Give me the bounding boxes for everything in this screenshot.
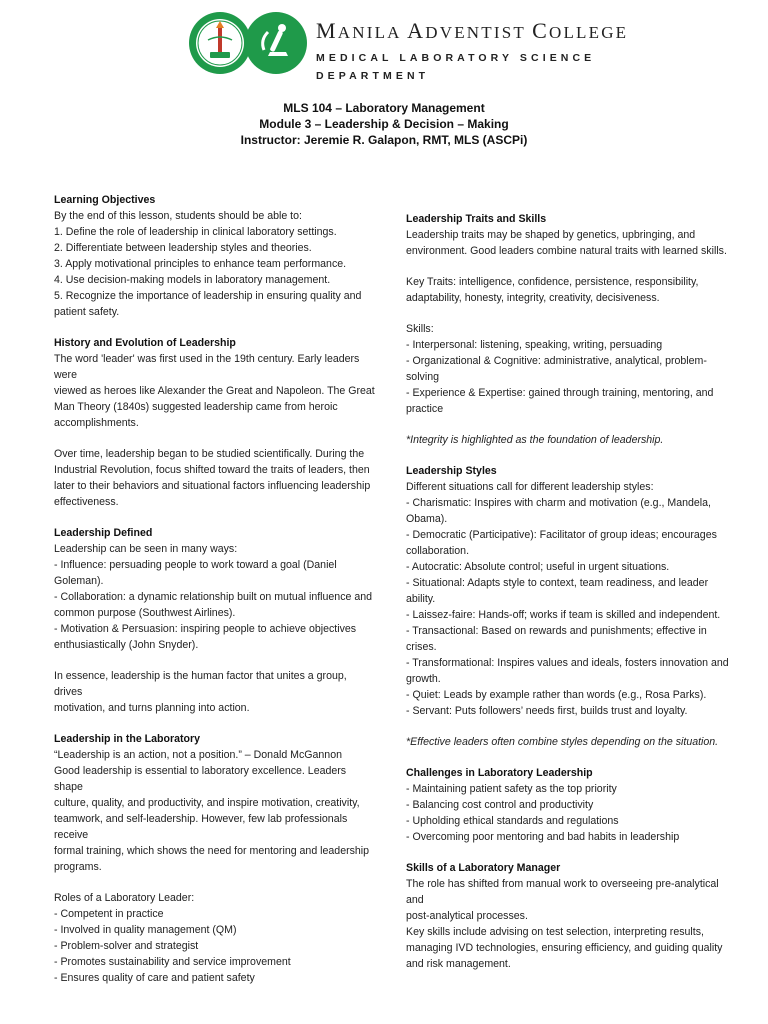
text-line: - Influence: persuading people to work toward a goal (Daniel [54, 559, 337, 571]
text-line: - Upholding ethical standards and regulations [406, 815, 619, 827]
course-info [0, 100, 768, 148]
text-line: - Servant: Puts followers’ needs first, builds trust and loyalty. [406, 705, 688, 717]
text-line: Key skills include advising on test selection, interpreting results, [406, 926, 704, 938]
text-line: Good leadership is essential to laboratory excellence. Leaders shape [54, 765, 347, 793]
text-line: - Problem-solver and strategist [54, 940, 199, 952]
traits-skills-heading: Leadership Traits and Skills [406, 213, 547, 225]
text-line: - Ensures quality of care and patient safety [54, 972, 255, 984]
college-name: MANILA ADVENTIST COLLEGE [316, 18, 629, 43]
text-line: - Motivation & Persuasion: inspiring people to achieve objectives [54, 623, 357, 635]
learning-objectives-list [54, 208, 376, 320]
manager-skills-paragraph [406, 876, 736, 972]
text-line: 1. Define the role of leadership in clinical laboratory settings. [54, 226, 337, 238]
text-line: - Organizational & Cognitive: administrative, analytical, problem-solving [406, 355, 707, 383]
text-line: programs. [54, 861, 102, 873]
text-line: “Leadership is an action, not a position.” – Donald McGannon [54, 749, 342, 761]
department-name: MEDICAL LABORATORY SCIENCE [316, 52, 596, 64]
leadership-defined-heading: Leadership Defined [54, 527, 153, 539]
text-line: collaboration. [406, 545, 470, 557]
text-line: formal training, which shows the need for mentoring and leadership [54, 845, 370, 857]
manager-skills-heading: Skills of a Laboratory Manager [406, 862, 561, 874]
styles-note: *Effective leaders often combine styles depending on the situation. [406, 736, 719, 748]
text-line: - Overcoming poor mentoring and bad habits in leadership [406, 831, 680, 843]
college-seal-logo [189, 12, 251, 74]
text-line: Man Theory (1840s) suggested leadership came from heroic [54, 401, 338, 413]
text-line: growth. [406, 673, 441, 685]
text-line: teamwork, and self-leadership. However, few lab professionals receive [54, 813, 348, 841]
history-paragraph-1 [54, 351, 376, 431]
text-line: - Laissez-faire: Hands-off; works if team is skilled and independent. [406, 609, 721, 621]
text-line: - Interpersonal: listening, speaking, writing, persuading [406, 339, 663, 351]
text-line: Over time, leadership began to be studied scientifically. During the [54, 448, 365, 460]
text-line: Different situations call for different leadership styles: [406, 481, 654, 493]
text-line: The role has shifted from manual work to overseeing pre-analytical and [406, 878, 719, 906]
leadership-styles-list [406, 479, 736, 719]
roles-list [54, 890, 376, 986]
text-line: - Experience & Expertise: gained through training, mentoring, and [406, 387, 714, 399]
text-line: managing IVD technologies, ensuring efficiency, and guiding quality [406, 942, 723, 954]
leadership-laboratory-heading: Leadership in the Laboratory [54, 733, 200, 745]
text-line: - Competent in practice [54, 908, 164, 920]
text-line: - Balancing cost control and productivity [406, 799, 594, 811]
text-line: - Autocratic: Absolute control; useful in urgent situations. [406, 561, 670, 573]
skills-list [406, 321, 736, 417]
text-line: Goleman). [54, 575, 104, 587]
text-line: - Collaboration: a dynamic relationship built on mutual influence and [54, 591, 372, 603]
text-line: enthusiastically (John Snyder). [54, 639, 199, 651]
text-line: 2. Differentiate between leadership styles and theories. [54, 242, 312, 254]
text-line: practice [406, 403, 444, 415]
text-line: post-analytical processes. [406, 910, 528, 922]
text-line: In essence, leadership is the human factor that unites a group, drives [54, 670, 347, 698]
history-heading: History and Evolution of Leadership [54, 337, 236, 349]
text-line: viewed as heroes like Alexander the Great and Napoleon. The Great [54, 385, 375, 397]
text-line: - Promotes sustainability and service improvement [54, 956, 291, 968]
college-logos [188, 10, 308, 76]
text-line: Roles of a Laboratory Leader: [54, 892, 195, 904]
module-title: Module 3 – Leadership & Decision – Making [259, 117, 509, 131]
text-line: - Quiet: Leads by example rather than words (e.g., Rosa Parks). [406, 689, 707, 701]
text-line: common purpose (Southwest Airlines). [54, 607, 236, 619]
text-line: ability. [406, 593, 436, 605]
challenges-list [406, 781, 736, 845]
text-line: later to their behaviors and situational factors influencing leadership [54, 480, 371, 492]
text-line: By the end of this lesson, students should be able to: [54, 210, 302, 222]
text-line: 4. Use decision-making models in laboratory management. [54, 274, 331, 286]
text-line: 3. Apply motivational principles to enhance team performance. [54, 258, 347, 270]
text-line: patient safety. [54, 306, 120, 318]
text-line: crises. [406, 641, 437, 653]
text-line: Leadership traits may be shaped by genetics, upbringing, and [406, 229, 696, 241]
right-column [406, 211, 736, 972]
text-line: Obama). [406, 513, 448, 525]
course-title: MLS 104 – Laboratory Management [283, 101, 485, 115]
department-logo [245, 12, 307, 74]
text-line: - Transformational: Inspires values and ideals, fosters innovation and [406, 657, 729, 669]
text-line: - Situational: Adapts style to context, team readiness, and leader [406, 577, 709, 589]
traits-paragraph-1 [406, 227, 736, 259]
text-line: accomplishments. [54, 417, 139, 429]
text-line: The word 'leader' was first used in the 19th century. Early leaders were [54, 353, 360, 381]
text-line: adaptability, honesty, integrity, creativity, decisiveness. [406, 292, 660, 304]
text-line: - Democratic (Participative): Facilitator of group ideas; encourages [406, 529, 717, 541]
text-line: Skills: [406, 323, 434, 335]
instructor-line: Instructor: Jeremie R. Galapon, RMT, MLS (ASCPi) [240, 133, 528, 147]
text-line: and risk management. [406, 958, 511, 970]
text-line: - Transactional: Based on rewards and punishments; effective in [406, 625, 707, 637]
text-line: Leadership can be seen in many ways: [54, 543, 238, 555]
leadership-defined-paragraph-2 [54, 668, 376, 716]
left-column [54, 192, 376, 986]
leadership-defined-paragraph-1 [54, 541, 376, 653]
text-line: - Charismatic: Inspires with charm and motivation (e.g., Mandela, [406, 497, 711, 509]
key-traits-paragraph [406, 274, 736, 306]
page-header [0, 0, 768, 95]
challenges-heading: Challenges in Laboratory Leadership [406, 767, 593, 779]
integrity-note: *Integrity is highlighted as the foundation of leadership. [406, 434, 664, 446]
text-line: 5. Recognize the importance of leadership in ensuring quality and [54, 290, 362, 302]
text-line: - Maintaining patient safety as the top priority [406, 783, 617, 795]
text-line: environment. Good leaders combine natural traits with learned skills. [406, 245, 727, 257]
text-line: motivation, and turns planning into action. [54, 702, 250, 714]
text-line: effectiveness. [54, 496, 119, 508]
history-paragraph-2 [54, 446, 376, 510]
text-line: - Involved in quality management (QM) [54, 924, 237, 936]
leadership-laboratory-paragraph-1 [54, 747, 376, 875]
text-line: Key Traits: intelligence, confidence, persistence, responsibility, [406, 276, 699, 288]
department-label: DEPARTMENT [316, 70, 430, 82]
text-line: culture, quality, and productivity, and inspire motivation, creativity, [54, 797, 360, 809]
learning-objectives-heading: Learning Objectives [54, 194, 156, 206]
leadership-styles-heading: Leadership Styles [406, 465, 497, 477]
text-line: Industrial Revolution, focus shifted toward the traits of leaders, then [54, 464, 370, 476]
